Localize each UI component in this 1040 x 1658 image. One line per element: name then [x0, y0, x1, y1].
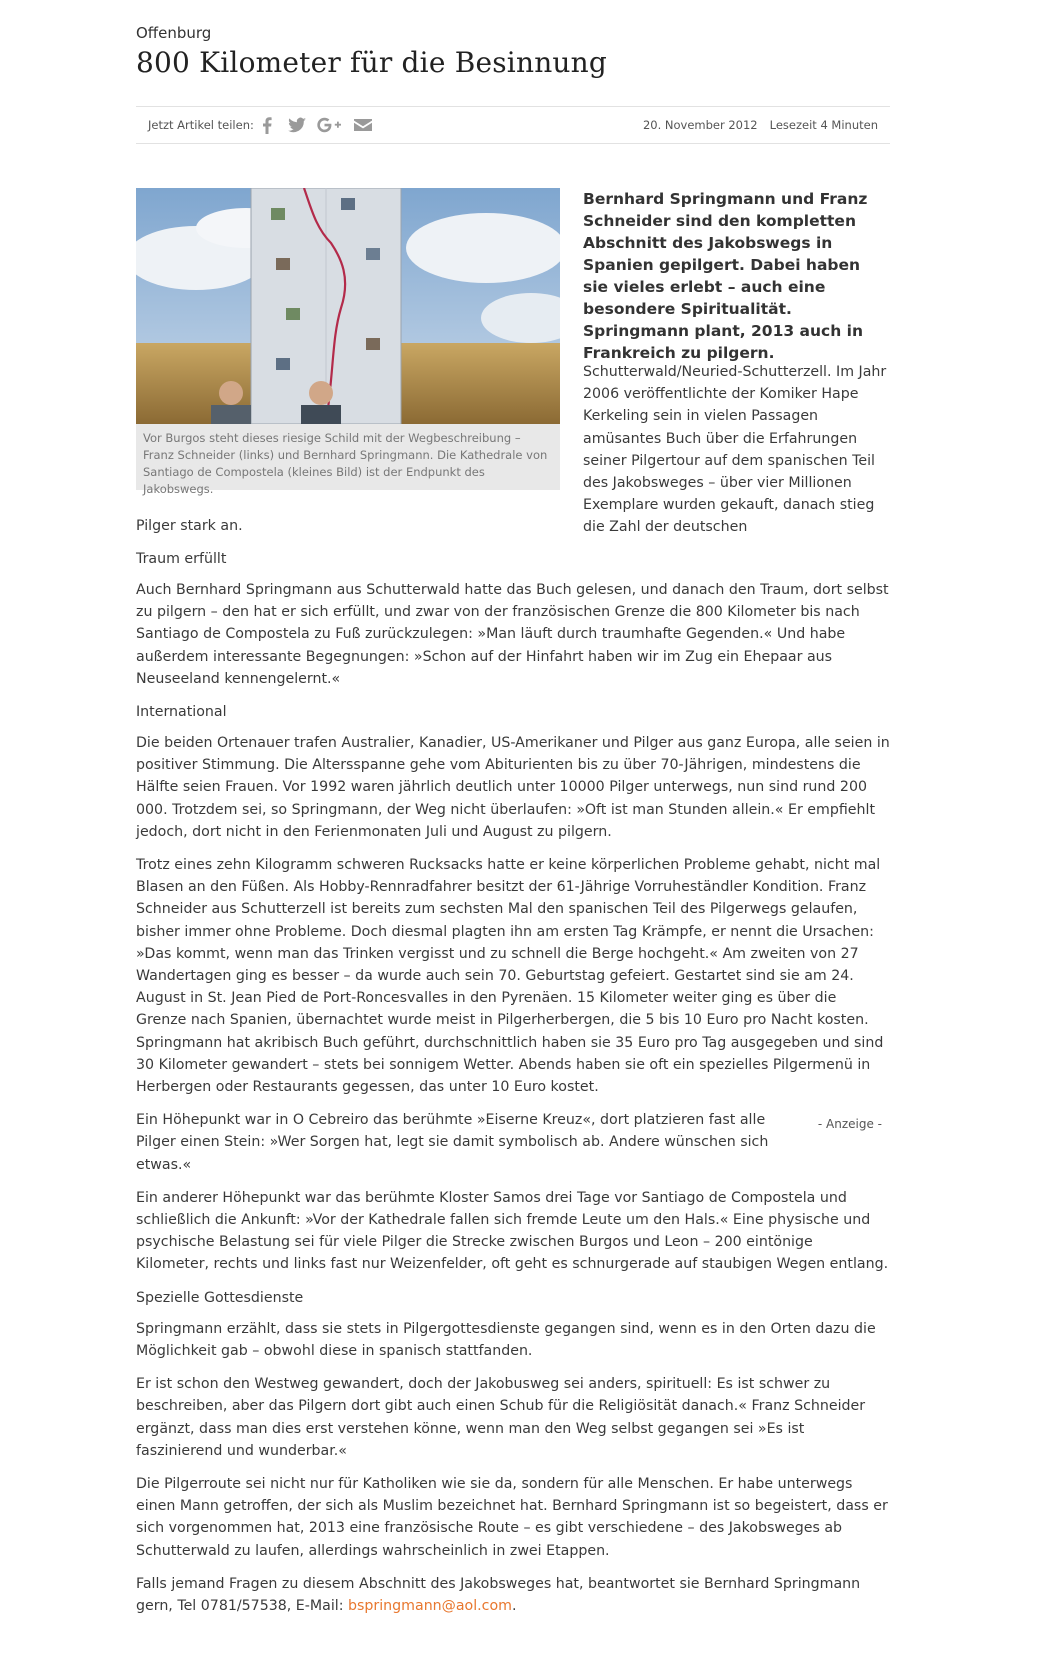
paragraph: Er ist schon den Westweg gewandert, doch der Jakobusweg sei anders, spirituell: Es ist schwer zu beschreiben, aber das Pilgern dort gibt auch einen Schub für die Religiösität danach.« Franz Schneider ergänzt, dass man dies erst verstehen könne, wenn man den Weg selbst gegangen sei »Es ist faszinierend und wunderbar.«	[136, 1376, 866, 1459]
contact-paragraph	[136, 1573, 890, 1617]
ad-label: - Anzeige -	[817, 1117, 882, 1132]
figure-caption: Vor Burgos steht dieses riesige Schild mit der Wegbeschreibung – Franz Schneider (links) und Bernhard Springmann. Die Kathedrale von Santiago de Compostela (kleines Bild) ist der Endpunkt des Jakobswegs.	[143, 431, 548, 496]
subheading-gottesdienste: Spezielle Gottesdienste	[136, 1289, 304, 1306]
intro-paragraph-continuation: Pilger stark an.	[136, 518, 243, 534]
google-plus-icon[interactable]	[316, 114, 344, 136]
article-kicker: Offenburg	[136, 24, 212, 42]
subheading-international: International	[136, 704, 227, 721]
mail-icon[interactable]	[352, 114, 374, 136]
article-meta	[643, 118, 878, 132]
share-bar	[136, 106, 890, 144]
intro-paragraph: Schutterwald/Neuried-Schutterzell. Im Jahr 2006 veröffentlichte der Komiker Hape Kerkeling sein in vielen Passagen amüsantes Buch über die Erfahrungen seiner Pilgertour auf dem spanischen Teil des Jakobsweges – über vier Millionen Exemplare wurden gekauft, danach stieg die Zahl der deutschen	[583, 364, 887, 536]
paragraph: Auch Bernhard Springmann aus Schutterwald hatte das Buch gelesen, und danach den Traum, dort selbst zu pilgern – den hat er sich erfüllt, und zwar von der französischen Grenze die 800 Kilometer bis nach Santiago de Compostela zu Fuß zurückzulegen: »Man läuft durch traumhafte Gegenden.« Und habe außerdem interessante Begegnungen: »Schon auf der Hinfahrt haben wir im Zug ein Ehepaar aus Neuseeland kennengelernt.«	[136, 582, 889, 687]
article-figure	[136, 188, 560, 496]
contact-end: .	[512, 1597, 517, 1614]
reading-time: Lesezeit 4 Minuten	[769, 118, 878, 132]
subheading-traum: Traum erfüllt	[136, 551, 227, 567]
article-date: 20. November 2012	[642, 118, 758, 132]
paragraph: Ein anderer Höhepunkt war das berühmte Kloster Samos drei Tage vor Santiago de Compostela und schließlich die Ankunft: »Vor der Kathedrale fallen sich fremde Leute um den Hals.« Eine physische und psychische Belastung sei für viele Pilger die Strecke zwischen Burgos und Leon – 200 eintönige Kilometer, rechts und links fast nur Weizenfelder, oft geht es schnurgerade auf staubigen Wegen entlang.	[136, 1189, 889, 1273]
paragraph: Trotz eines zehn Kilogramm schweren Rucksacks hatte er keine körperlichen Probleme gehabt, nicht mal Blasen an den Füßen. Als Hobby-Rennradfahrer besitzt der 61-Jährige Vorruheständler Kondition. Franz Schneider aus Schutterzell ist bereits zum sechsten Mal den spanischen Teil des Pilgerwegs gelaufen, bisher immer ohne Probleme. Doch diesmal plagten ihn am ersten Tag Krämpfe, er nennt die Ursachen: »Das kommt, wenn man das Trinken vergisst und zu schnell die Berge hochgeht.« Am zweiten von 27 Wandertagen ging es besser – da wurde auch sein 70. Geburtstag gefeiert. Gestartet sind sie am 24. August in St. Jean Pied de Port-Roncesvalles in den Pyrenäen. 15 Kilometer weiter ging es über die Grenze nach Spanien, übernachtet wurde meist in Pilgerherbergen, die 5 bis 10 Euro pro Nacht kosten. Springmann hat akribisch Buch geführt, durchschnittlich haben sie 35 Euro pro Tag ausgegeben und sind 30 Kilometer gewandert – stets bei sonnigem Wetter. Abends haben sie oft ein spezielles Pilgermenü in Herbergen oder Restaurants gegessen, das unter 10 Euro kostet.	[136, 857, 884, 1096]
article-title: 800 Kilometer für die Besinnung	[136, 46, 608, 79]
paragraph-with-ad	[136, 1109, 890, 1176]
article-photo	[136, 188, 560, 424]
facebook-icon[interactable]	[256, 114, 278, 136]
article-body	[136, 548, 890, 1628]
paragraph: Springmann erzählt, dass sie stets in Pilgergottesdienste gegangen sind, wenn es in den Orten dazu die Möglichkeit gab – obwohl diese in spanisch stattfanden.	[136, 1320, 876, 1359]
article-lead: Bernhard Springmann und Franz Schneider sind den kompletten Abschnitt des Jakobswegs in Spanien gepilgert. Dabei haben sie vieles erlebt – auch eine besondere Spiritualität. Springmann plant, 2013 auch in Frankreich zu pilgern.	[583, 190, 868, 362]
share-label: Jetzt Artikel teilen:	[148, 118, 254, 132]
twitter-icon[interactable]	[286, 114, 308, 136]
email-link[interactable]: bspringmann@aol.com	[348, 1597, 512, 1614]
paragraph: Die beiden Ortenauer trafen Australier, Kanadier, US-Amerikaner und Pilger aus ganz Europa, alle seien in positiver Stimmung. Die Altersspanne gehe vom Abiturienten bis zu über 70-Jährigen, mindestens die Hälfte seien Frauen. Vor 1992 waren jährlich deutlich unter 10000 Pilger unterwegs, nun sind rund 200 000. Trotzdem sei, so Springmann, der Weg nicht überlaufen: »Oft ist man Stunden allein.« Er empfiehlt jedoch, dort nicht in den Ferienmonaten Juli und August zu pilgern.	[136, 735, 890, 840]
contact-text: Falls jemand Fragen zu diesem Abschnitt des Jakobsweges hat, beantwortet sie Bernhard Springmann gern, Tel 0781/57538, E-Mail:	[136, 1575, 861, 1614]
share-icons	[256, 114, 374, 136]
paragraph: Die Pilgerroute sei nicht nur für Katholiken wie sie da, sondern für alle Menschen. Er habe unterwegs einen Mann getroffen, der sich als Muslim bezeichnet hat. Bernhard Springmann ist so begeistert, dass er sich vorgenommen hat, 2013 eine französische Route – es gibt verschiedene – des Jakobsweges ab Schutterwald zu laufen, allerdings wahrscheinlich in zwei Etappen.	[136, 1475, 888, 1559]
paragraph-text: Ein Höhepunkt war in O Cebreiro das berühmte »Eiserne Kreuz«, dort platzieren fast alle Pilger einen Stein: »Wer Sorgen hat, legt sie damit symbolisch ab. Andere wünschen sich etwas.«	[136, 1112, 769, 1173]
